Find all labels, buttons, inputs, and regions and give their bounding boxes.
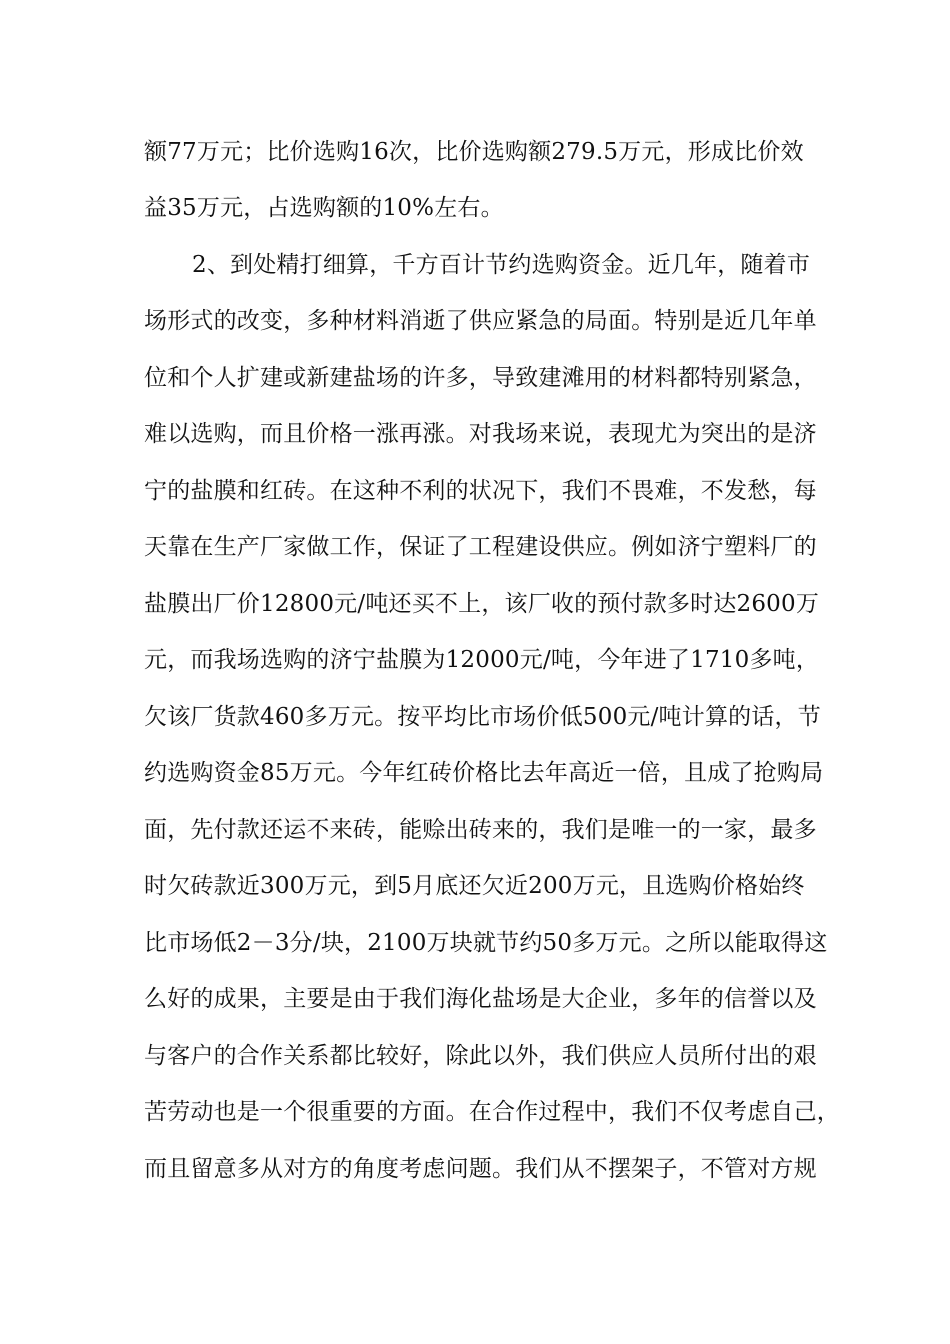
text-line: 元，而我场选购的济宁盐膜为12000元/吨，今年进了1710多吨， — [144, 647, 820, 673]
text-line: 与客户的合作关系都比较好，除此以外，我们供应人员所付出的艰 — [144, 1043, 817, 1069]
text-line: 约选购资金85万元。今年红砖价格比去年高近一倍，且成了抢购局 — [144, 760, 824, 786]
text-line: 面，先付款还运不来砖，能赊出砖来的，我们是唯一的一家，最多 — [144, 817, 817, 843]
text-line: 益35万元，占选购额的10%左右。 — [144, 195, 504, 221]
text-line: 盐膜出厂价12800元/吨还买不上，该厂收的预付款多时达2600万 — [144, 591, 820, 617]
text-line: 欠该厂货款460多万元。按平均比市场价低500元/吨计算的话，节 — [144, 704, 821, 730]
text-line: 额77万元；比价选购16次，比价选购额279.5万元，形成比价效 — [144, 139, 804, 165]
text-line: 么好的成果，主要是由于我们海化盐场是大企业，多年的信誉以及 — [144, 986, 817, 1012]
text-line: 天靠在生产厂家做工作，保证了工程建设供应。例如济宁塑料厂的 — [144, 534, 817, 560]
text-line: 时欠砖款近300万元，到5月底还欠近200万元，且选购价格始终 — [144, 873, 805, 899]
text-line: 宁的盐膜和红砖。在这种不利的状况下，我们不畏难，不发愁，每 — [144, 478, 817, 504]
text-line: 苦劳动也是一个很重要的方面。在合作过程中，我们不仅考虑自己， — [144, 1099, 840, 1125]
text-line: 位和个人扩建或新建盐场的许多，导致建滩用的材料都特别紧急， — [144, 365, 817, 391]
text-line: 比市场低2－3分/块，2100万块就节约50多万元。之所以能取得这 — [144, 930, 828, 956]
text-line: 场形式的改变，多种材料消逝了供应紧急的局面。特别是近几年单 — [144, 308, 817, 334]
paragraph-start-line: 2、到处精打细算，千方百计节约选购资金。近几年，随着市 — [192, 252, 811, 278]
text-line: 难以选购，而且价格一涨再涨。对我场来说，表现尤为突出的是济 — [144, 421, 817, 447]
text-line: 而且留意多从对方的角度考虑问题。我们从不摆架子，不管对方规 — [144, 1156, 817, 1182]
